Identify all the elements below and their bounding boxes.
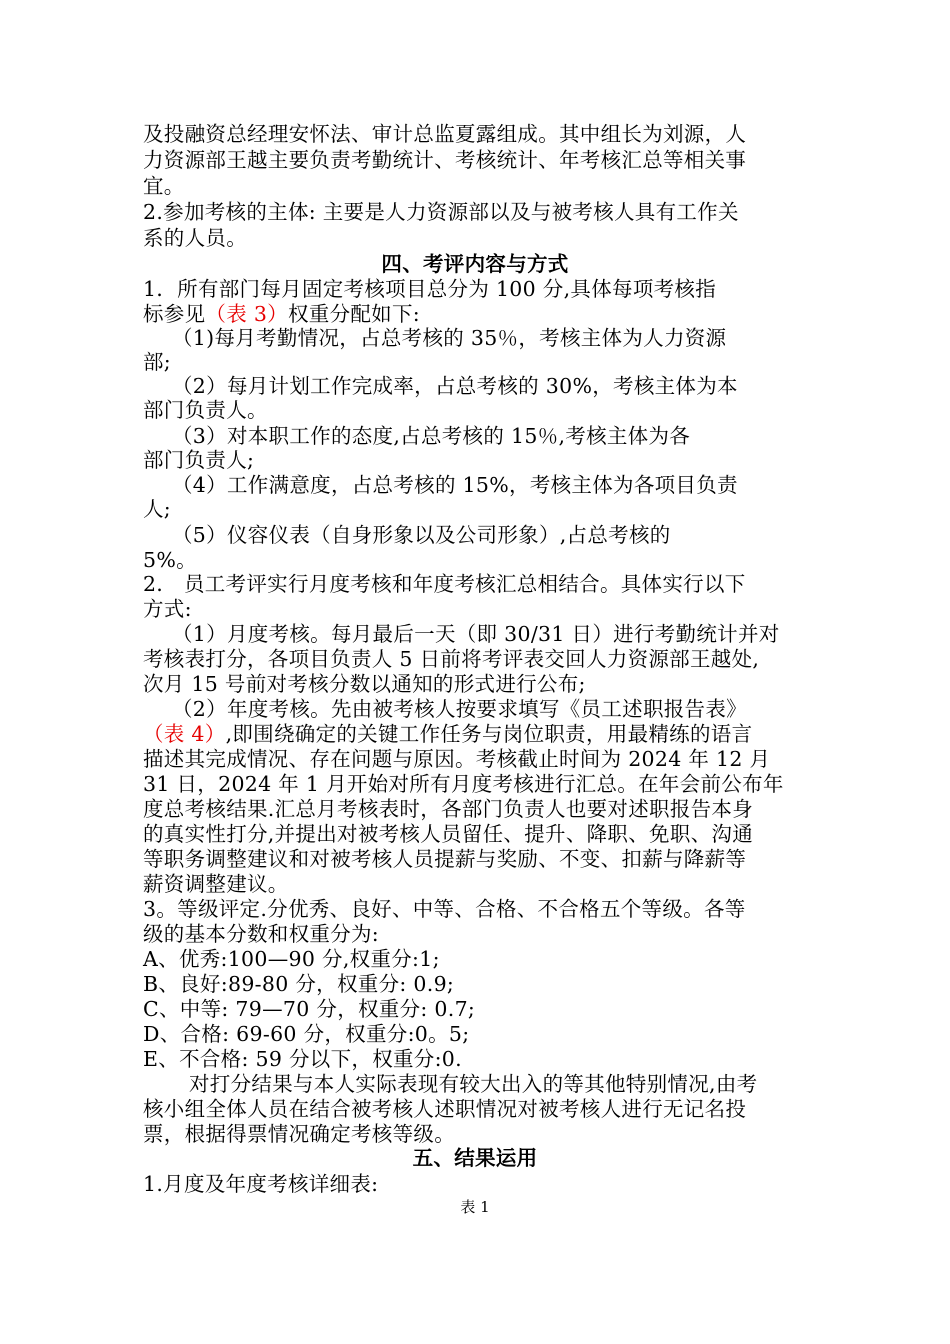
paragraph-line: 1．所有部门每月固定考核项目总分为 100 分,具体每项考核指 [143, 277, 717, 301]
section-heading: 四、考评内容与方式 [381, 252, 569, 276]
grade-line: B、良好:89-80 分，权重分: 0.9; [143, 972, 455, 996]
section-heading: 五、结果运用 [412, 1146, 538, 1170]
paragraph-line: 方式: [143, 597, 192, 621]
paragraph-line: 3。等级评定.分优秀、良好、中等、合格、不合格五个等级。各等 [143, 897, 746, 921]
paragraph-line: 次月 15 号前对考核分数以通知的形式进行公布; [143, 672, 586, 696]
paragraph-line: 1.月度及年度考核详细表: [143, 1172, 379, 1196]
paragraph-line: 部门负责人。 [143, 398, 268, 422]
paragraph-line: 力资源部王越主要负责考勤统计、考核统计、年考核汇总等相关事 [143, 148, 747, 172]
paragraph-line: 2． 员工考评实行月度考核和年度考核汇总相结合。具体实行以下 [143, 572, 746, 596]
paragraph-line: （3）对本职工作的态度,占总考核的 15％,考核主体为各 [172, 424, 691, 448]
paragraph-line: 薪资调整建议。 [143, 872, 289, 896]
paragraph-line: 对打分结果与本人实际表现有较大出入的等其他特别情况,由考 [189, 1072, 758, 1096]
paragraph-line [143, 722, 752, 747]
paragraph-line: 等职务调整建议和对被考核人员提薪与奖励、不变、扣薪与降薪等 [143, 847, 747, 871]
table-reference: （表 4） [143, 722, 226, 746]
paragraph-line: 考核表打分，各项目负责人 5 日前将考评表交回人力资源部王越处, [143, 647, 760, 671]
paragraph-line: 系的人员。 [143, 226, 247, 250]
paragraph-line: 描述其完成情况、存在问题与原因。考核截止时间为 2024 年 12 月 [143, 747, 771, 771]
paragraph-line: （5）仪容仪表（自身形象以及公司形象）,占总考核的 [172, 523, 671, 547]
paragraph-line: （4）工作满意度，占总考核的 15%，考核主体为各项目负责 [172, 473, 738, 497]
paragraph-line: （1）月度考核。每月最后一天（即 30/31 日）进行考勤统计并对 [172, 622, 780, 646]
text-run: 权重分配如下: [287, 302, 420, 326]
table-reference: （表 3） [205, 302, 288, 326]
grade-line: C、中等: 79—70 分，权重分: 0.7; [143, 997, 476, 1021]
paragraph-line: 票，根据得票情况确定考核等级。 [143, 1122, 455, 1146]
paragraph-line [143, 302, 420, 327]
paragraph-line: 5%。 [143, 548, 197, 572]
paragraph-line: 31 日，2024 年 1 月开始对所有月度考核进行汇总。在年会前公布年 [143, 772, 784, 796]
grade-line: A、优秀:100—90 分,权重分:1; [143, 947, 440, 971]
paragraph-line: 2.参加考核的主体: 主要是人力资源部以及与被考核人具有工作关 [143, 200, 739, 224]
paragraph-line: 部门负责人; [143, 448, 255, 472]
text-run: 标参见 [143, 302, 206, 326]
grade-line: E、不合格: 59 分以下，权重分:0. [143, 1047, 462, 1071]
paragraph-line: （2）年度考核。先由被考核人按要求填写《员工述职报告表》 [172, 697, 747, 721]
paragraph-line: （1)每月考勤情况，占总考核的 35％，考核主体为人力资源 [172, 326, 727, 350]
paragraph-line: 宜。 [143, 174, 185, 198]
paragraph-line: 级的基本分数和权重分为: [143, 922, 380, 946]
table-caption: 表 1 [460, 1198, 490, 1216]
paragraph-line: 的真实性打分,并提出对被考核人员留任、提升、降职、免职、沟通 [143, 822, 754, 846]
grade-line: D、合格: 69-60 分，权重分:0。5; [143, 1022, 470, 1046]
paragraph-line: 度总考核结果.汇总月考核表时，各部门负责人也要对述职报告本身 [143, 797, 754, 821]
paragraph-line: 核小组全体人员在结合被考核人述职情况对被考核人进行无记名投 [143, 1097, 747, 1121]
text-run: ,即围绕确定的关键工作任务与岗位职责，用最精练的语言 [225, 722, 753, 746]
paragraph-line: 人; [143, 497, 172, 521]
paragraph-line: 部; [143, 350, 172, 374]
paragraph-line: （2）每月计划工作完成率，占总考核的 30%，考核主体为本 [172, 374, 738, 398]
paragraph-line: 及投融资总经理安怀法、审计总监夏露组成。其中组长为刘源，人 [143, 122, 747, 146]
